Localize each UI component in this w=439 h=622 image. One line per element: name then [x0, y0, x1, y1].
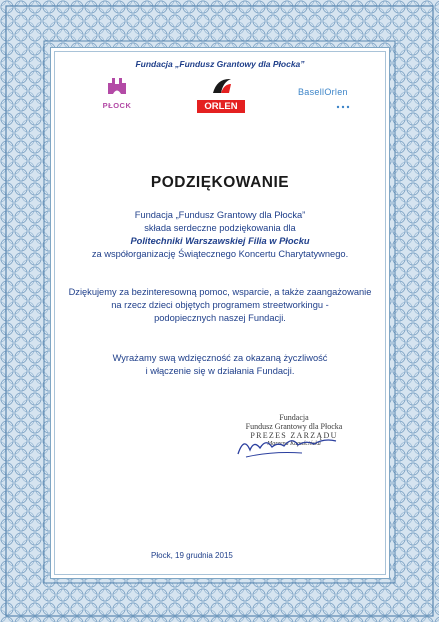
plock-logo: [97, 75, 137, 110]
gratitude-line-1: Dziękujemy za bezinteresowną pomoc, wsparcie, a także zaangażowanie: [68, 287, 372, 297]
closing-line-1: Wyrażamy swą wdzięczność za okazaną życzliwość: [112, 353, 328, 363]
closing-line-2: i włączenie się w działania Fundacji.: [145, 366, 295, 376]
thanks-line-2: składa serdeczne podziękowania dla: [144, 223, 296, 233]
foundation-header: Fundacja „Fundusz Grantowy dla Płocka”: [135, 59, 305, 69]
recipient-name: Politechniki Warszawskiej Filia w Płocku: [130, 236, 310, 246]
plock-logo-text: PŁOCK: [102, 101, 132, 110]
gratitude-line-2: na rzecz dzieci objętych programem streetworkingu -: [111, 300, 329, 310]
gratitude-paragraph: [57, 286, 383, 325]
basell-dots-icon: [298, 104, 358, 110]
stamp-role: PREZES ZARZĄDU: [250, 431, 338, 440]
issue-date: Płock, 19 grudnia 2015: [151, 551, 233, 560]
orlen-logo: [197, 75, 247, 113]
logo-row: [51, 75, 389, 113]
gratitude-line-3: podopiecznych naszej Fundacji.: [154, 313, 286, 323]
thanks-paragraph: [57, 209, 383, 261]
stamp-line-2: Fundusz Grantowy dla Płocka: [245, 422, 343, 431]
thanks-line-4: za współorganizację Świątecznego Koncertu Charytatywnego.: [91, 249, 349, 259]
plock-crown-icon: [106, 75, 128, 95]
certificate-title: PODZIĘKOWANIE: [150, 174, 290, 191]
orlen-logo-text: ORLEN: [197, 100, 245, 113]
stamp-line-1: Fundacja: [279, 413, 309, 422]
handwritten-signature: [232, 430, 342, 460]
stamp-signer-name: Marzena Kapuścińska: [267, 441, 321, 447]
certificate-content-area: [50, 47, 390, 579]
thanks-line-1: Fundacja „Fundusz Grantowy dla Płocka”: [134, 210, 306, 220]
orlen-eagle-icon: [197, 75, 245, 94]
basell-orlen-logo: [298, 87, 373, 115]
closing-paragraph: [57, 352, 383, 378]
basell-logo-text: BasellOrlen: [298, 87, 348, 97]
